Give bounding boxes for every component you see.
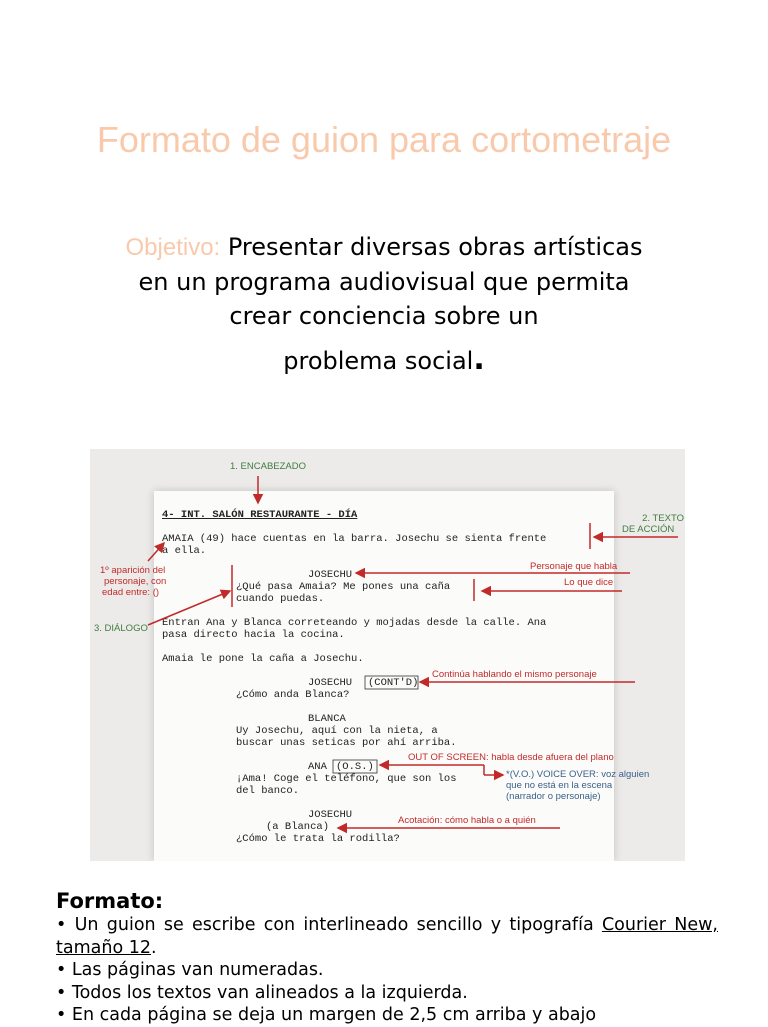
scene-heading: 4- INT. SALÓN RESTAURANTE - DÍA (162, 509, 358, 521)
dialogue-line: buscar unas seticas por ahí arriba. (236, 737, 457, 749)
dialogue-line: cuando puedas. (236, 593, 325, 605)
format-heading: Formato: (56, 889, 164, 913)
format-section (56, 888, 718, 1027)
format-item-end: . (151, 937, 157, 958)
format-item: • En cada página se deja un margen de 2,5 cm arriba y abajo (56, 1005, 597, 1025)
annotation-aparicion-3: edad entre: () (102, 587, 160, 598)
action-line: Entran Ana y Blanca correteando y mojadas desde la calle. Ana (162, 617, 547, 629)
format-item (56, 914, 718, 959)
action-line: pasa directo hacia la cocina. (162, 629, 345, 641)
objective-text-last: problema social (283, 347, 474, 375)
parenthetical: (a Blanca) (266, 821, 330, 833)
annotation-texto-accion-1: 2. TEXTO (642, 513, 684, 524)
objective-period: . (473, 342, 485, 377)
objective-paragraph (120, 230, 648, 378)
annotation-personaje: Personaje que habla (530, 561, 618, 572)
dialogue-line: ¿Qué pasa Amaia? Me pones una caña (236, 581, 451, 593)
objective-label: Objetivo: (125, 234, 221, 261)
annotation-off-screen: OUT OF SCREEN: habla desde afuera del plano (408, 752, 614, 763)
objective-text-end (120, 343, 648, 378)
annotation-dialogo: 3. DIÁLOGO (94, 623, 148, 634)
objective-text: Presentar diversas obras artísticas en un programa audiovisual que permita crear conciencia sobre un (138, 233, 643, 330)
character-name: BLANCA (308, 713, 346, 725)
annotation-vo-3: (narrador o personaje) (506, 791, 601, 802)
annotation-acotacion: Acotación: cómo habla o a quién (398, 815, 536, 826)
format-item: • Todos los textos van alineados a la izquierda. (56, 982, 468, 1003)
character-name: JOSECHU (308, 569, 353, 581)
character-name: JOSECHU (308, 809, 353, 821)
annotation-continua: Continúa hablando el mismo personaje (432, 669, 597, 680)
os-marker: (O.S.) (336, 761, 374, 773)
dialogue-line: ¡Ama! Coge el teléfono, que son los (236, 773, 457, 785)
format-item: • Las páginas van numeradas. (56, 960, 324, 980)
action-line: Amaia le pone la caña a Josechu. (162, 653, 364, 665)
annotation-aparicion-1: 1º aparición del (100, 565, 166, 576)
screenplay-example-image (90, 449, 685, 861)
character-name: ANA (308, 761, 327, 773)
annotation-arrows (90, 449, 685, 861)
annotation-encabezado: 1. ENCABEZADO (230, 461, 307, 472)
annotation-vo-2: que no está en la escena (506, 780, 613, 791)
dialogue-line: del banco. (236, 785, 300, 797)
dialogue-line: ¿Cómo anda Blanca? (236, 689, 350, 701)
character-name: JOSECHU (308, 677, 353, 689)
cont-marker: (CONT'D) (368, 677, 419, 689)
annotation-texto-accion-2: DE ACCIÓN (622, 524, 675, 535)
font-reference: Courier New, tamaño 12 (56, 915, 718, 958)
document-title: Formato de guion para cortometraje (96, 119, 672, 160)
annotation-aparicion-2: personaje, con (104, 576, 167, 587)
dialogue-line: ¿Cómo le trata la rodilla? (236, 833, 400, 845)
action-line: a ella. (162, 545, 207, 557)
dialogue-line: Uy Josechu, aquí con la nieta, a (236, 725, 438, 737)
annotation-lo-que-dice: Lo que dice (564, 577, 614, 588)
action-line: AMAIA (49) hace cuentas en la barra. Josechu se sienta frente (162, 533, 547, 545)
format-item-text: • Un guion se escribe con interlineado sencillo y tipografía (56, 915, 602, 935)
annotation-vo-1: *(V.O.) VOICE OVER: voz alguien (506, 769, 650, 780)
